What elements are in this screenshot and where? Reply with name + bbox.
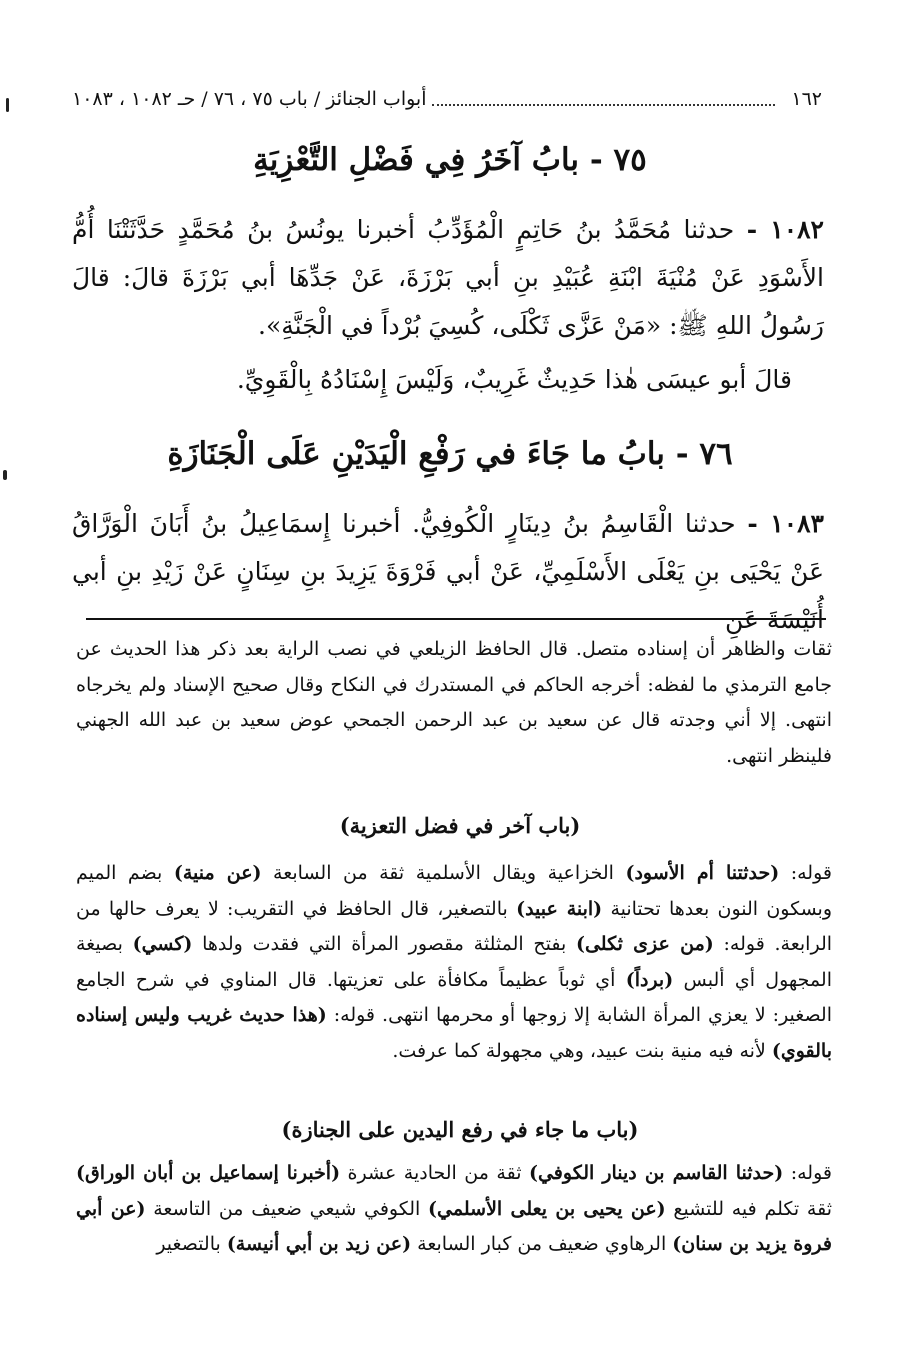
quoted-phrase: (برداً) [625,968,674,991]
quoted-phrase: (عن أبي فروة يزيد بن سنان) [76,1197,832,1255]
text-run: بالتصغير، قال الحافظ في التقريب: لا يعرف حالها من الرابعة. قوله: [76,897,833,955]
text-run: ثقة من الحادية عشرة [340,1162,529,1184]
hadith-text: حدثنا مُحَمَّدُ بنُ حَاتِمٍ الْمُؤَدِّبُ أخبرنا يونُسُ بنُ مُحَمَّدٍ حَدَّثَتْنَا أُمُّ الأَسْوَدِ عَنْ مُنْيَةَ ابْنَةِ عُبَيْدِ بنِ أبي بَرْزَةَ، عَنْ جَدِّهَا أبي بَرْزَةَ قالَ: قالَ رَسُولُ اللهِ ﷺ: «مَنْ عَزَّى ثَكْلَى، كُسِيَ بُرْداً في الْجَنَّةِ». [72,215,824,340]
quoted-phrase: (عن زيد بن أبي أنيسة) [226,1233,412,1255]
hadith-text: حدثنا الْقَاسِمُ بنُ دِينَارٍ الْكُوفِيُّ. أخبرنا إِسمَاعِيلُ بنُ أَبَانَ الْوَرَّاقُ عَنْ يَحْيَى بنِ يَعْلَى الأَسْلَمِيِّ، عَنْ أبي فَرْوَةَ يَزِيدَ بنِ سِنَانٍ عَنْ زَيْدِ بنِ أبي أُنَيْسَةَ عَنِ [72,509,824,634]
text-run: الرهاوي ضعيف من كبار السابعة [411,1233,673,1255]
commentary-heading: (باب ما جاء في رفع اليدين على الجنازة) [281,1117,639,1142]
quoted-phrase: (كسي) [132,933,193,955]
header-leader-dots [432,92,775,106]
footnote-divider [86,618,826,620]
text-run: الكوفي شيعي ضعيف من التاسعة [145,1197,429,1220]
chapter-heading-75: ٧٥ - بابُ آخَرُ فِي فَضْلِ التَّعْزِيَةِ [253,142,647,178]
text-run: أي ثوباً عظيماً مكافأة على تعزيتها. قال المناوي في شرح الجامع الصغير: لا يعزي المرأة الشابة إلا زوجها أو محرمها انتهى. قوله: [76,968,832,1026]
scan-mark [3,470,7,480]
quoted-phrase: (حدثتنا أم الأسود) [625,862,780,884]
commentary-paragraph [76,1156,832,1263]
text-run: ثقة تكلم فيه للتشيع [665,1197,832,1220]
page-number: ١٦٢ [791,88,822,110]
running-title: أبواب الجنائز / باب ٧٥ ، ٧٦ / حـ ١٠٨٢ ، ١٠٨٣ [72,88,427,110]
text-run: لأنه فيه منية بنت عبيد، وهي مجهولة كما عرفت. [392,1039,772,1062]
running-header [72,84,822,114]
hadith-1082-comment: قالَ أبو عيسَى هٰذا حَدِيثٌ غَرِيبٌ، وَلَيْسَ إِسْنَادُهُ بِالْقَوِيِّ. [236,365,792,394]
hadith-1082 [72,206,824,350]
scan-mark [6,98,9,112]
chapter-heading-76: ٧٦ - بابُ ما جَاءَ في رَفْعِ الْيَدَيْنِ عَلَى الْجَنَازَةِ [167,436,733,472]
text-run: بصيغة المجهول أي ألبس [76,933,832,991]
quoted-phrase: (هذا حديث غريب وليس إسناده بالقوي) [76,1004,832,1062]
commentary-paragraph [76,856,832,1069]
hadith-number: ١٠٨٢ - [746,215,824,244]
text-run: الخزاعية ويقال الأسلمية ثقة من السابعة [261,862,626,884]
hadith-1083 [72,500,824,644]
quoted-phrase: (حدثنا القاسم بن دينار الكوفي) [528,1162,784,1184]
text-run: بضم الميم وبسكون النون بعدها تحتانية [76,862,833,920]
quoted-phrase: (أخبرنا إسماعيل بن أبان الوراق) [76,1162,341,1184]
commentary-heading: (باب آخر في فضل التعزية) [339,813,581,838]
text-run: بالتصغير [156,1233,227,1255]
quoted-phrase: (عن منية) [173,862,262,884]
commentary-paragraph: ثقات والظاهر أن إسناده متصل. قال الحافظ الزيلعي في نصب الراية بعد ذكر هذا الحديث عن جامع الترمذي ما لفظه: أخرجه الحاكم في المستدرك في النكاح وقال صحيح الإسناد ولم يخرجاه انتهى. إلا أني وجدته قال عن سعيد بن عبد الرحمن الجمحي عوض سعيد بن عبد الله الجهني فلينظر انتهى. [76,638,832,767]
text-run: قوله: [783,1162,832,1184]
text-run: قوله: [779,862,832,884]
quoted-phrase: (من عزى ثكلى) [575,933,714,955]
text-run: بفتح المثلثة مقصور المرأة التي فقدت ولدها [192,933,576,955]
hadith-number: ١٠٨٣ - [747,509,824,538]
quoted-phrase: (ابنة عبيد) [516,897,603,920]
quoted-phrase: (عن يحيى بن يعلى الأسلمي) [428,1197,666,1220]
